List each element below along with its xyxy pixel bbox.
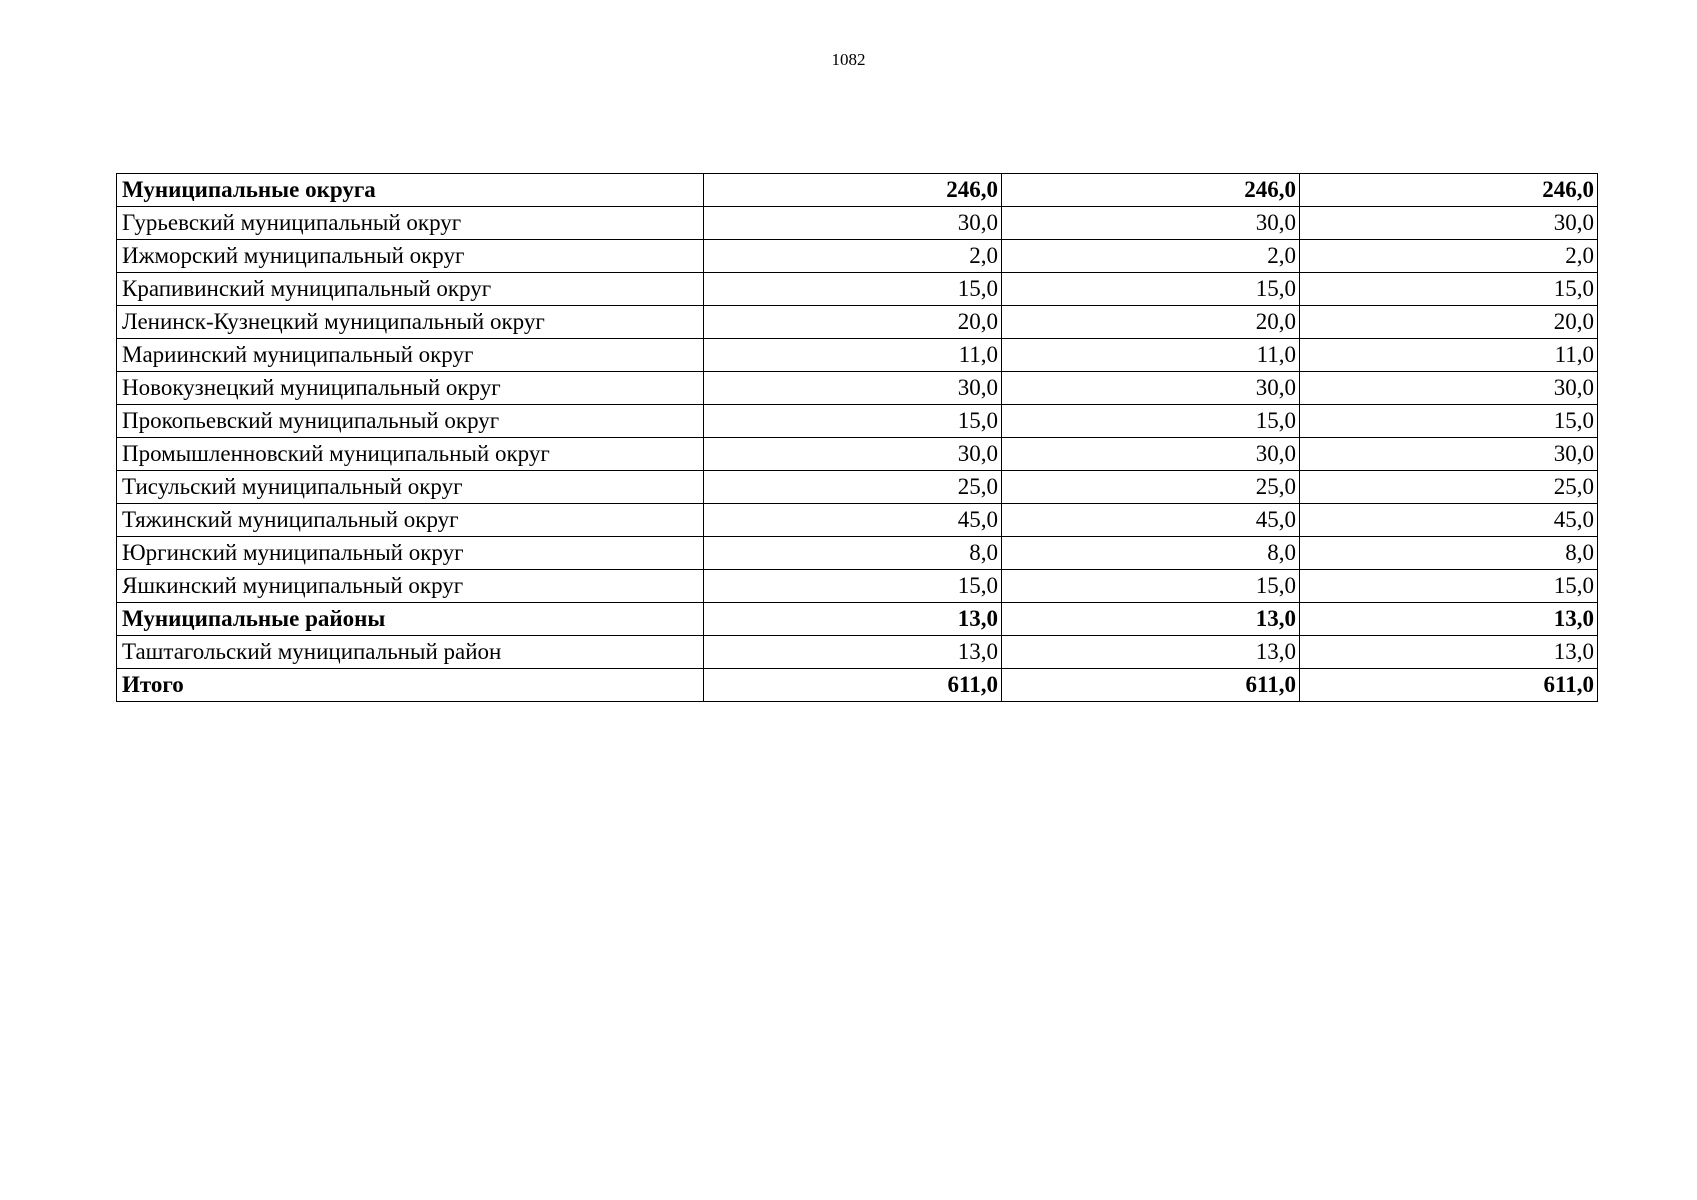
value-cell-1: 20,0 — [704, 306, 1002, 339]
value-cell-1: 13,0 — [704, 636, 1002, 669]
value-cell-2: 15,0 — [1002, 405, 1300, 438]
table-row — [117, 339, 1598, 372]
row-name-cell: Юргинский муниципальный округ — [117, 537, 704, 570]
value-cell-3: 13,0 — [1300, 603, 1598, 636]
row-name-cell: Муниципальные районы — [117, 603, 704, 636]
value-cell-2: 15,0 — [1002, 273, 1300, 306]
table-row — [117, 504, 1598, 537]
value-cell-2: 30,0 — [1002, 207, 1300, 240]
value-cell-3: 30,0 — [1300, 372, 1598, 405]
value-cell-1: 2,0 — [704, 240, 1002, 273]
value-cell-2: 15,0 — [1002, 570, 1300, 603]
table-row — [117, 306, 1598, 339]
value-cell-2: 611,0 — [1002, 669, 1300, 702]
table-row-municipal-districts-total — [117, 603, 1598, 636]
page-number: 1082 — [831, 50, 866, 69]
value-cell-1: 13,0 — [704, 603, 1002, 636]
value-cell-3: 20,0 — [1300, 306, 1598, 339]
value-cell-3: 15,0 — [1300, 570, 1598, 603]
value-cell-1: 45,0 — [704, 504, 1002, 537]
value-cell-1: 611,0 — [704, 669, 1002, 702]
row-name-cell: Тисульский муниципальный округ — [117, 471, 704, 504]
row-name-cell: Ижморский муниципальный округ — [117, 240, 704, 273]
value-cell-3: 15,0 — [1300, 273, 1598, 306]
value-cell-1: 8,0 — [704, 537, 1002, 570]
value-cell-1: 15,0 — [704, 273, 1002, 306]
row-name-cell: Муниципальные округа — [117, 174, 704, 207]
value-cell-1: 15,0 — [704, 570, 1002, 603]
value-cell-1: 11,0 — [704, 339, 1002, 372]
value-cell-2: 11,0 — [1002, 339, 1300, 372]
value-cell-1: 15,0 — [704, 405, 1002, 438]
value-cell-2: 30,0 — [1002, 438, 1300, 471]
value-cell-3: 30,0 — [1300, 207, 1598, 240]
table-row — [117, 273, 1598, 306]
table-row — [117, 438, 1598, 471]
value-cell-3: 8,0 — [1300, 537, 1598, 570]
row-name-cell: Промышленновский муниципальный округ — [117, 438, 704, 471]
value-cell-3: 611,0 — [1300, 669, 1598, 702]
row-name-cell: Новокузнецкий муниципальный округ — [117, 372, 704, 405]
table-row — [117, 471, 1598, 504]
value-cell-2: 45,0 — [1002, 504, 1300, 537]
table-row — [117, 636, 1598, 669]
budget-table — [116, 173, 1598, 702]
value-cell-1: 25,0 — [704, 471, 1002, 504]
table-row-grand-total — [117, 669, 1598, 702]
value-cell-2: 25,0 — [1002, 471, 1300, 504]
value-cell-1: 30,0 — [704, 438, 1002, 471]
value-cell-2: 13,0 — [1002, 603, 1300, 636]
value-cell-1: 246,0 — [704, 174, 1002, 207]
row-name-cell: Яшкинский муниципальный округ — [117, 570, 704, 603]
table-row — [117, 405, 1598, 438]
row-name-cell: Ленинск-Кузнецкий муниципальный округ — [117, 306, 704, 339]
value-cell-3: 15,0 — [1300, 405, 1598, 438]
value-cell-2: 2,0 — [1002, 240, 1300, 273]
value-cell-3: 11,0 — [1300, 339, 1598, 372]
table-row — [117, 537, 1598, 570]
value-cell-3: 246,0 — [1300, 174, 1598, 207]
value-cell-3: 25,0 — [1300, 471, 1598, 504]
table-row — [117, 240, 1598, 273]
row-name-cell: Мариинский муниципальный округ — [117, 339, 704, 372]
value-cell-2: 13,0 — [1002, 636, 1300, 669]
value-cell-2: 20,0 — [1002, 306, 1300, 339]
value-cell-2: 8,0 — [1002, 537, 1300, 570]
value-cell-3: 45,0 — [1300, 504, 1598, 537]
row-name-cell: Тяжинский муниципальный округ — [117, 504, 704, 537]
value-cell-3: 2,0 — [1300, 240, 1598, 273]
row-name-cell: Итого — [117, 669, 704, 702]
row-name-cell: Крапивинский муниципальный округ — [117, 273, 704, 306]
table-row — [117, 570, 1598, 603]
table-row — [117, 372, 1598, 405]
value-cell-1: 30,0 — [704, 207, 1002, 240]
value-cell-2: 30,0 — [1002, 372, 1300, 405]
value-cell-2: 246,0 — [1002, 174, 1300, 207]
row-name-cell: Таштагольский муниципальный район — [117, 636, 704, 669]
value-cell-3: 30,0 — [1300, 438, 1598, 471]
row-name-cell: Гурьевский муниципальный округ — [117, 207, 704, 240]
table-row — [117, 207, 1598, 240]
value-cell-1: 30,0 — [704, 372, 1002, 405]
row-name-cell: Прокопьевский муниципальный округ — [117, 405, 704, 438]
value-cell-3: 13,0 — [1300, 636, 1598, 669]
table-row-municipal-okrugs-total — [117, 174, 1598, 207]
